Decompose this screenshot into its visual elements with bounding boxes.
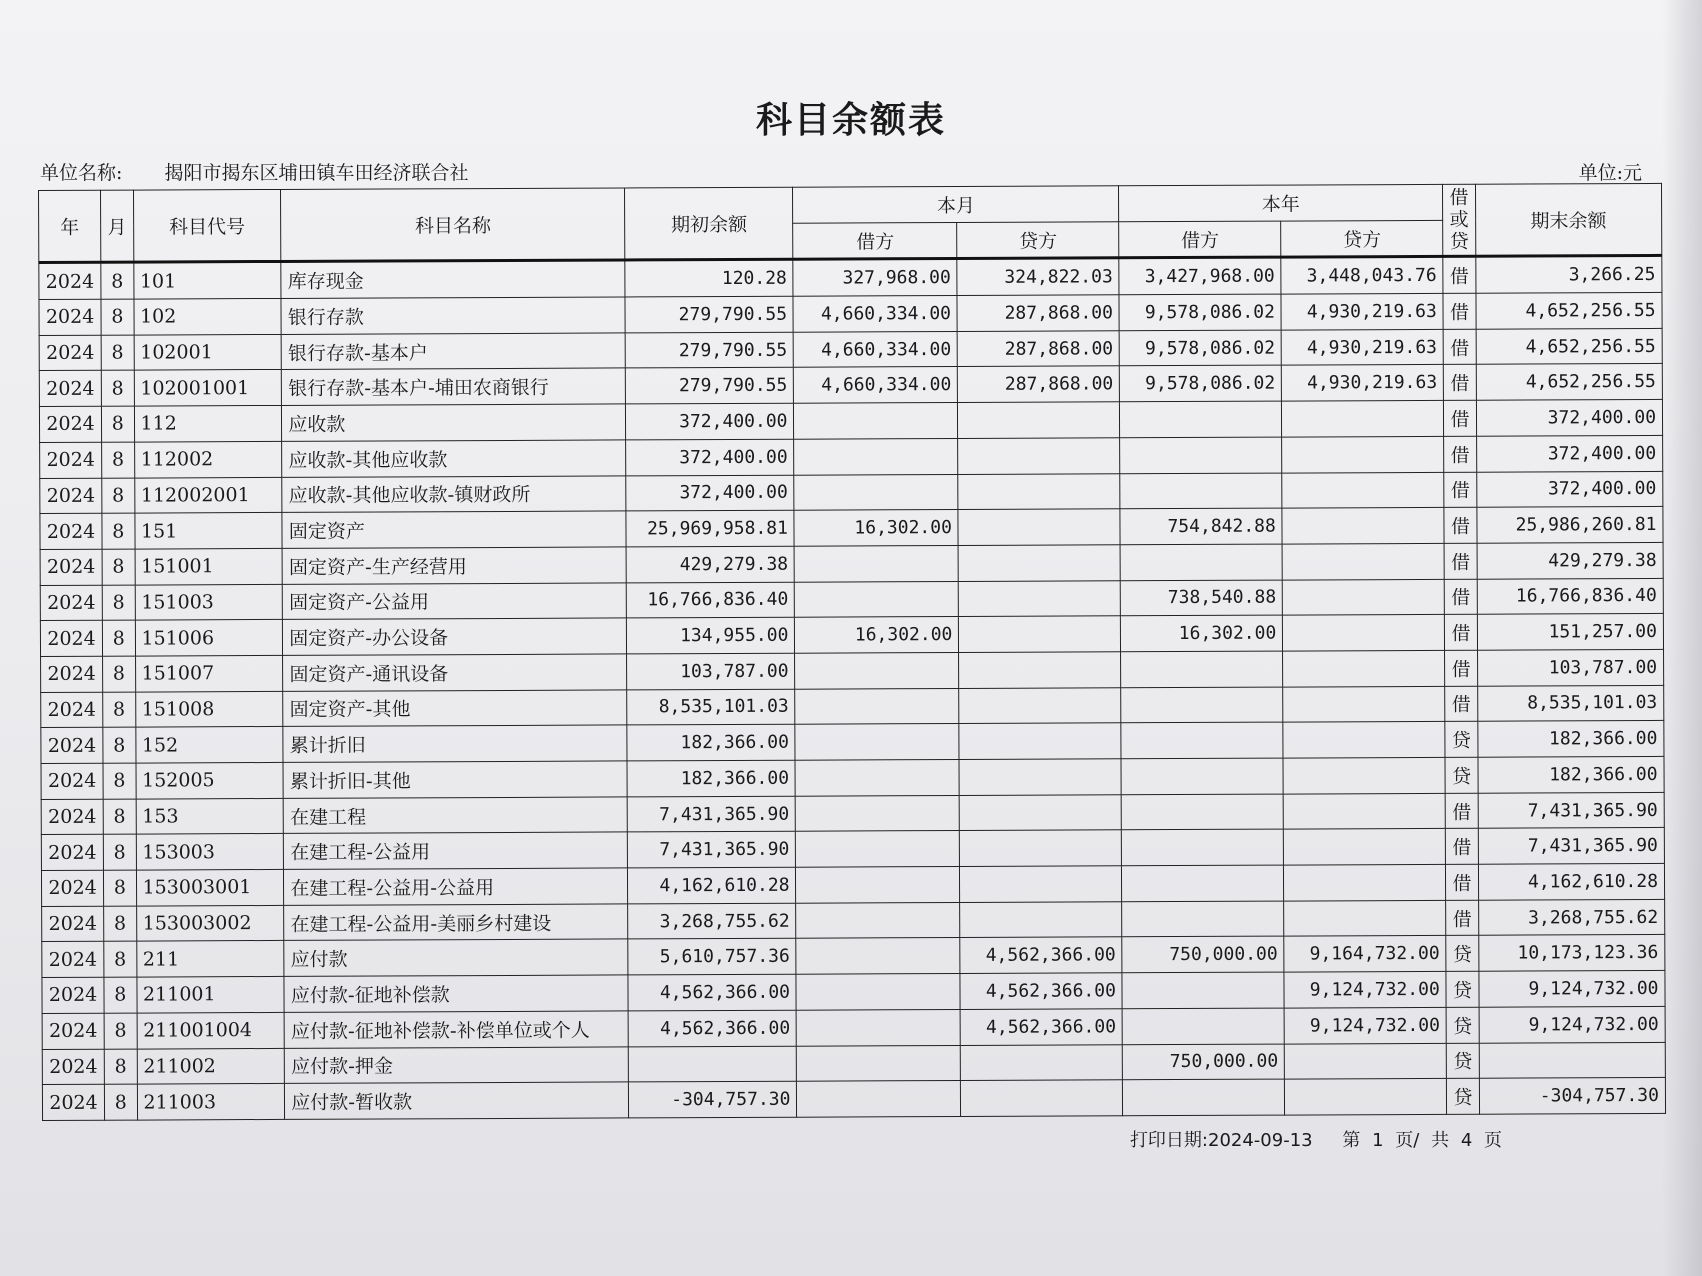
cell-year-credit [1284,864,1446,900]
cell-month: 8 [101,262,134,299]
cell-month-debit: 4,660,334.00 [794,367,958,403]
header-dc-line2: 或 [1449,208,1469,232]
cell-month-debit: 4,660,334.00 [793,296,957,332]
cell-name: 应收款-其他应收款-镇财政所 [282,475,626,512]
cell-debit-or-credit: 借 [1445,793,1478,829]
cell-closing: 25,986,260.81 [1477,507,1663,544]
cell-name: 固定资产-其他 [283,690,627,727]
cell-month-credit: 4,562,366.00 [960,973,1122,1009]
cell-name: 在建工程-公益用 [284,832,628,869]
cell-debit-or-credit: 借 [1444,472,1477,508]
cell-opening: 279,790.55 [625,296,793,332]
cell-year: 2024 [41,799,103,835]
cell-year-debit: 9,578,086.02 [1120,366,1282,402]
cell-closing: 8,535,101.03 [1477,685,1663,722]
cell-name: 固定资产-通讯设备 [283,654,627,691]
cell-year: 2024 [42,942,104,978]
cell-name: 在建工程 [283,797,627,834]
cell-month-credit [959,723,1121,759]
cell-month-credit [959,759,1121,795]
cell-year-debit: 738,540.88 [1121,580,1283,616]
cell-month-credit: 4,562,366.00 [961,1009,1123,1045]
cell-code: 153003 [136,834,284,870]
cell-year-debit [1120,544,1282,580]
cell-code: 151007 [135,655,283,691]
cell-month: 8 [102,513,135,549]
cell-month: 8 [102,585,135,621]
cell-debit-or-credit: 借 [1443,293,1476,329]
cell-code: 102 [133,299,281,335]
cell-month: 8 [104,906,137,942]
cell-name: 银行存款-基本户-埔田农商银行 [282,368,626,405]
cell-month-debit [797,1009,961,1045]
cell-month: 8 [102,620,135,656]
cell-opening: 279,790.55 [626,368,794,404]
balance-table [38,183,1666,1121]
paper-edge-shadow [1662,0,1702,1276]
cell-month-debit [796,795,960,831]
table-body [39,256,1666,1121]
cell-year-debit [1122,901,1284,937]
cell-opening: 4,162,610.28 [628,867,796,903]
cell-code: 152005 [136,762,284,798]
cell-code: 151 [134,513,282,549]
cell-month: 8 [104,942,137,978]
cell-year-credit [1282,400,1444,436]
cell-closing: 4,652,256.55 [1476,328,1662,365]
cell-opening: 372,400.00 [626,475,794,511]
cell-month: 8 [105,1084,138,1120]
cell-month: 8 [101,299,134,335]
cell-code: 152 [135,727,283,763]
table-row [42,1078,1665,1121]
cell-code: 151003 [135,584,283,620]
cell-month: 8 [103,799,136,835]
cell-closing: 4,652,256.55 [1476,292,1662,329]
cell-debit-or-credit: 贷 [1446,1007,1479,1043]
cell-year-debit [1121,651,1283,687]
cell-month-debit [797,1081,961,1117]
cell-month-credit [961,1044,1123,1080]
cell-month-credit [960,830,1122,866]
cell-name: 银行存款 [281,297,625,334]
cell-year: 2024 [39,335,101,371]
cell-code: 151006 [135,620,283,656]
header-month-debit: 借方 [793,222,957,259]
cell-year-credit [1284,900,1446,936]
cell-year-credit [1282,472,1444,508]
cell-month: 8 [101,371,134,407]
cell-code: 102001 [134,334,282,370]
cell-year-debit [1121,758,1283,794]
cell-month-credit: 287,868.00 [957,295,1119,331]
table-header [39,183,1662,262]
cell-opening: 182,366.00 [627,760,795,796]
cell-month-debit: 327,968.00 [793,259,957,296]
cell-opening: 103,787.00 [627,653,795,689]
cell-debit-or-credit: 借 [1444,507,1477,543]
cell-code: 211001 [136,977,284,1013]
cell-year-credit: 9,164,732.00 [1284,936,1446,972]
cell-year-debit [1120,437,1282,473]
cell-year-credit [1283,615,1445,651]
cell-opening: 120.28 [625,260,793,297]
header-dc-line1: 借 [1449,186,1469,210]
cell-year-credit [1283,793,1445,829]
cell-year-debit [1120,473,1282,509]
cell-closing: 103,787.00 [1477,649,1663,686]
cell-name: 应收款-其他应收款 [282,440,626,477]
cell-year-debit [1121,722,1283,758]
cell-debit-or-credit: 贷 [1445,757,1478,793]
cell-month-debit [794,438,958,474]
header-debit-or-credit [1443,184,1476,257]
cell-month-debit: 4,660,334.00 [794,331,958,367]
cell-closing: 9,124,732.00 [1479,971,1665,1008]
cell-year: 2024 [40,513,102,549]
total-suffix: 页 [1484,1130,1502,1151]
cell-month-credit [958,473,1120,509]
cell-closing [1479,1042,1665,1079]
cell-month-debit [795,652,959,688]
cell-name: 固定资产-公益用 [283,582,627,619]
cell-year-credit [1285,1043,1447,1079]
cell-month-debit [795,724,959,760]
cell-closing: 9,124,732.00 [1479,1006,1665,1043]
header-year-credit: 贷方 [1281,220,1443,257]
cell-opening: 7,431,365.90 [628,832,796,868]
cell-debit-or-credit: 借 [1446,829,1479,865]
cell-name: 固定资产-生产经营用 [282,547,626,584]
cell-year-debit [1122,865,1284,901]
cell-year: 2024 [42,1084,104,1120]
header-this-year: 本年 [1119,184,1443,221]
cell-month: 8 [104,870,137,906]
cell-year-credit [1283,579,1445,615]
cell-month-credit [958,545,1120,581]
cell-month-credit [958,402,1120,438]
cell-year-debit: 750,000.00 [1122,937,1284,973]
cell-opening: 16,766,836.40 [627,582,795,618]
cell-year-credit [1282,508,1444,544]
cell-code: 151008 [135,691,283,727]
cell-code: 112002 [134,441,282,477]
cell-code: 153 [136,798,284,834]
cell-opening: 7,431,365.90 [628,796,796,832]
cell-closing: -304,757.30 [1479,1078,1665,1115]
cell-year-debit [1122,972,1284,1008]
header-month-credit: 贷方 [957,221,1119,258]
header-month: 月 [101,190,134,263]
header-year: 年 [39,190,101,263]
cell-code: 112002001 [134,477,282,513]
cell-code: 101 [133,262,281,299]
total-prefix: 共 [1431,1130,1450,1151]
cell-closing: 7,431,365.90 [1478,792,1664,829]
cell-debit-or-credit: 借 [1446,900,1479,936]
cell-year-credit: 9,124,732.00 [1284,1007,1446,1043]
cell-year-debit [1121,687,1283,723]
cell-month-credit [961,1080,1123,1116]
cell-month: 8 [104,1049,137,1085]
page-current: 1 [1372,1130,1384,1151]
cell-year: 2024 [40,585,102,621]
cell-closing: 372,400.00 [1476,471,1662,508]
cell-year-credit [1283,722,1445,758]
cell-name: 银行存款-基本户 [281,333,625,370]
cell-opening: 25,969,958.81 [626,510,794,546]
cell-month-credit [960,794,1122,830]
cell-year-credit: 4,930,219.63 [1281,329,1443,365]
cell-year: 2024 [39,371,101,407]
page-mid: 页/ [1395,1130,1420,1151]
cell-code: 112 [134,406,282,442]
cell-debit-or-credit: 借 [1443,257,1476,294]
cell-year-debit: 9,578,086.02 [1119,294,1281,330]
cell-month-credit: 287,868.00 [958,366,1120,402]
cell-debit-or-credit: 贷 [1446,936,1479,972]
cell-name: 在建工程-公益用-美丽乡村建设 [284,904,628,941]
cell-debit-or-credit: 借 [1443,329,1476,365]
cell-opening: -304,757.30 [629,1081,797,1117]
cell-year-debit [1122,829,1284,865]
cell-name: 固定资产-办公设备 [283,618,627,655]
cell-closing: 3,268,755.62 [1478,899,1664,936]
report-title: 科目余额表 [755,100,946,141]
cell-year: 2024 [41,870,103,906]
cell-code: 211001004 [137,1012,285,1048]
cell-year-credit [1285,1079,1447,1115]
cell-month-debit [796,867,960,903]
cell-name: 累计折旧 [283,725,627,762]
cell-year-debit: 750,000.00 [1123,1044,1285,1080]
cell-month: 8 [102,549,135,585]
cell-year-debit [1122,794,1284,830]
cell-month-debit [795,581,959,617]
cell-code: 102001001 [134,370,282,406]
header-dc-line3: 贷 [1449,230,1469,254]
cell-code: 211003 [137,1084,285,1120]
cell-closing: 4,652,256.55 [1476,364,1662,401]
cell-closing: 372,400.00 [1476,400,1662,437]
cell-month: 8 [103,763,136,799]
cell-month-debit [795,759,959,795]
cell-closing: 4,162,610.28 [1478,863,1664,900]
cell-month: 8 [101,335,134,371]
cell-year-credit [1283,650,1445,686]
cell-year-credit: 3,448,043.76 [1281,257,1443,294]
cell-month: 8 [102,406,135,442]
cell-year: 2024 [42,1049,104,1085]
cell-month-debit [797,1045,961,1081]
cell-name: 累计折旧-其他 [283,761,627,798]
cell-month: 8 [102,478,135,514]
cell-name: 应付款-征地补偿款 [284,975,628,1012]
cell-code: 211 [136,941,284,977]
cell-month-credit [959,580,1121,616]
cell-year: 2024 [40,478,102,514]
cell-closing: 7,431,365.90 [1478,828,1664,865]
cell-year: 2024 [41,728,103,764]
cell-opening: 4,562,366.00 [629,1010,797,1046]
cell-year: 2024 [40,620,102,656]
cell-debit-or-credit: 借 [1445,650,1478,686]
cell-month-credit [959,616,1121,652]
cell-year: 2024 [42,906,104,942]
cell-year-debit [1122,1008,1284,1044]
cell-month-credit [960,866,1122,902]
cell-month: 8 [103,834,136,870]
cell-name: 应收款 [282,404,626,441]
header-opening: 期初余额 [625,187,793,260]
cell-month-credit: 287,868.00 [958,331,1120,367]
cell-name: 应付款-征地补偿款-补偿单位或个人 [284,1011,628,1048]
print-footer [1124,1126,1502,1152]
cell-month-credit [960,902,1122,938]
cell-debit-or-credit: 贷 [1445,722,1478,758]
header-name: 科目名称 [281,188,625,262]
cell-debit-or-credit: 借 [1444,365,1477,401]
cell-month-debit [795,545,959,581]
cell-debit-or-credit: 借 [1444,543,1477,579]
cell-closing: 10,173,123.36 [1478,935,1664,972]
cell-month-credit [958,509,1120,545]
cell-name: 固定资产 [282,511,626,548]
cell-year: 2024 [39,406,101,442]
cell-opening: 134,955.00 [627,617,795,653]
header-closing: 期末余额 [1475,183,1662,256]
cell-debit-or-credit: 借 [1445,686,1478,722]
cell-month-debit [796,831,960,867]
cell-name: 在建工程-公益用-公益用 [284,868,628,905]
cell-month-credit [958,438,1120,474]
cell-name: 应付款 [284,939,628,976]
cell-month-debit [796,938,960,974]
header-this-month: 本月 [793,186,1119,223]
cell-month-debit [795,688,959,724]
cell-year-credit [1282,543,1444,579]
cell-year-credit: 4,930,219.63 [1281,293,1443,329]
cell-month: 8 [103,727,136,763]
currency-unit-label: 单位:元 [1578,162,1642,184]
cell-debit-or-credit: 借 [1446,864,1479,900]
cell-debit-or-credit: 借 [1445,614,1478,650]
cell-month: 8 [104,977,137,1013]
cell-closing: 182,366.00 [1478,756,1664,793]
cell-closing: 182,366.00 [1478,721,1664,758]
cell-month-credit: 4,562,366.00 [960,937,1122,973]
cell-month: 8 [104,1013,137,1049]
cell-opening: 5,610,757.36 [628,939,796,975]
cell-opening: 3,268,755.62 [628,903,796,939]
unit-name-value: 揭阳市揭东区埔田镇车田经济联合社 [164,162,469,184]
cell-opening: 4,562,366.00 [628,974,796,1010]
cell-name: 应付款-暂收款 [285,1082,629,1119]
cell-opening: 279,790.55 [626,332,794,368]
cell-month-debit [794,474,958,510]
cell-year: 2024 [41,656,103,692]
cell-debit-or-credit: 借 [1445,579,1478,615]
cell-month: 8 [103,692,136,728]
cell-month-debit [796,902,960,938]
header-year-debit: 借方 [1119,221,1281,258]
cell-year-credit [1283,757,1445,793]
cell-opening [629,1046,797,1082]
cell-year-debit: 9,578,086.02 [1120,330,1282,366]
cell-year-credit: 4,930,219.63 [1282,365,1444,401]
cell-year-credit [1284,829,1446,865]
cell-code: 153003001 [136,869,284,905]
cell-opening: 372,400.00 [626,439,794,475]
cell-year-debit: 3,427,968.00 [1119,257,1281,294]
cell-month-credit [959,687,1121,723]
cell-debit-or-credit: 借 [1444,400,1477,436]
cell-closing: 16,766,836.40 [1477,578,1663,615]
cell-year: 2024 [39,299,101,335]
cell-month-debit [796,974,960,1010]
cell-code: 211002 [137,1048,285,1084]
cell-debit-or-credit: 贷 [1446,971,1479,1007]
cell-debit-or-credit: 借 [1444,436,1477,472]
cell-opening: 429,279.38 [627,546,795,582]
cell-opening: 182,366.00 [627,725,795,761]
cell-year: 2024 [42,1013,104,1049]
page-prefix: 第 [1342,1130,1361,1151]
page-total: 4 [1460,1130,1473,1151]
cell-year: 2024 [40,549,102,585]
cell-debit-or-credit: 贷 [1447,1043,1480,1079]
cell-year-debit [1123,1079,1285,1115]
header-code: 科目代号 [133,189,281,262]
cell-month-debit: 16,302.00 [794,510,958,546]
cell-closing: 151,257.00 [1477,614,1663,651]
cell-month-credit: 324,822.03 [957,258,1119,295]
print-date: 打印日期:2024-09-13 [1129,1130,1313,1151]
cell-month-debit [794,403,958,439]
cell-year: 2024 [40,442,102,478]
cell-year-credit: 9,124,732.00 [1284,971,1446,1007]
cell-year: 2024 [39,263,101,300]
cell-month-credit [959,652,1121,688]
cell-year-credit [1282,436,1444,472]
cell-opening: 8,535,101.03 [627,689,795,725]
cell-year: 2024 [41,692,103,728]
cell-code: 153003002 [136,905,284,941]
cell-closing: 3,266.25 [1476,256,1662,294]
cell-year-credit [1283,686,1445,722]
cell-name: 库存现金 [281,260,625,298]
cell-year: 2024 [42,977,104,1013]
cell-month: 8 [103,656,136,692]
cell-year-debit: 754,842.88 [1120,508,1282,544]
cell-year-debit [1120,401,1282,437]
cell-month-debit: 16,302.00 [795,617,959,653]
cell-debit-or-credit: 贷 [1447,1078,1480,1114]
unit-name-block [40,158,468,185]
cell-year: 2024 [41,835,103,871]
cell-name: 应付款-押金 [285,1046,629,1083]
cell-month: 8 [102,442,135,478]
cell-closing: 429,279.38 [1477,542,1663,579]
unit-name-label: 单位名称: [40,162,123,184]
cell-opening: 372,400.00 [626,403,794,439]
cell-closing: 372,400.00 [1476,435,1662,472]
cell-code: 151001 [135,548,283,584]
cell-year: 2024 [41,763,103,799]
cell-year-debit: 16,302.00 [1121,615,1283,651]
